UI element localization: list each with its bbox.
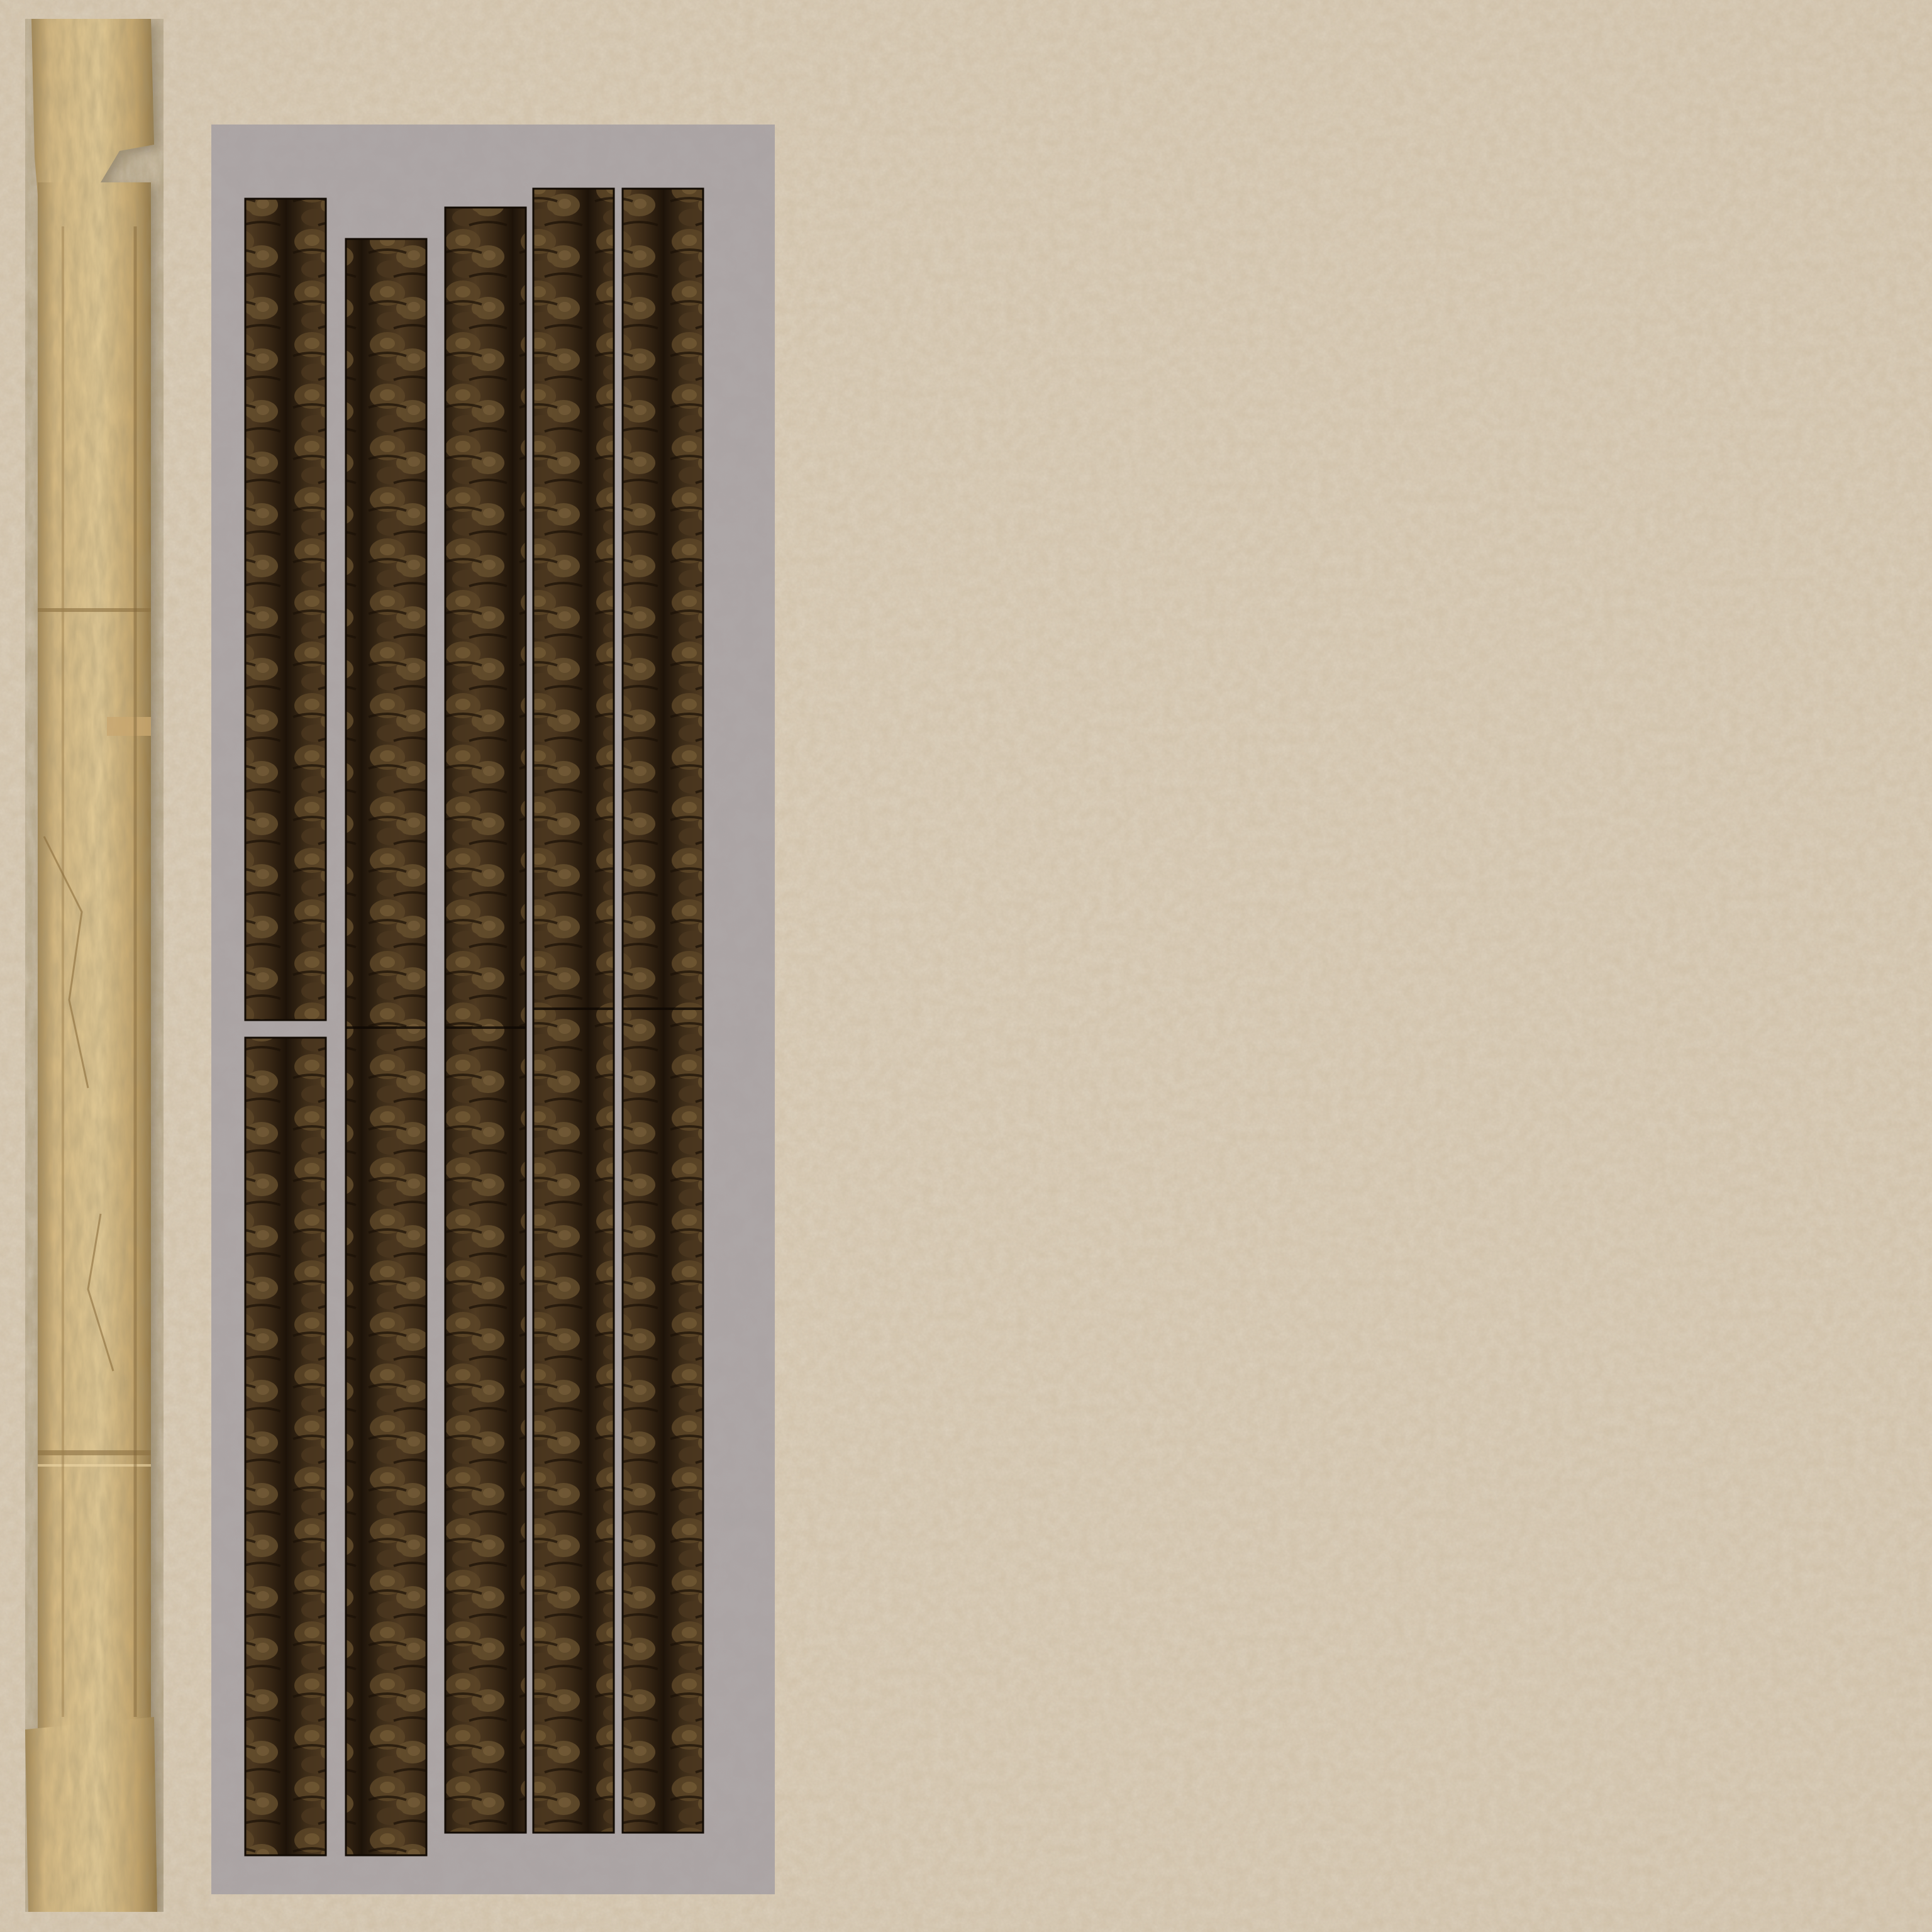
carved-strip: [245, 199, 326, 1020]
carved-strip: [623, 189, 703, 1833]
gray-panel: [211, 125, 775, 1894]
carved-strip: [346, 239, 426, 1855]
stone-pillar: [25, 19, 164, 1912]
carved-strip: [245, 1038, 326, 1855]
carved-strip: [445, 208, 526, 1833]
carved-strip: [533, 189, 614, 1833]
